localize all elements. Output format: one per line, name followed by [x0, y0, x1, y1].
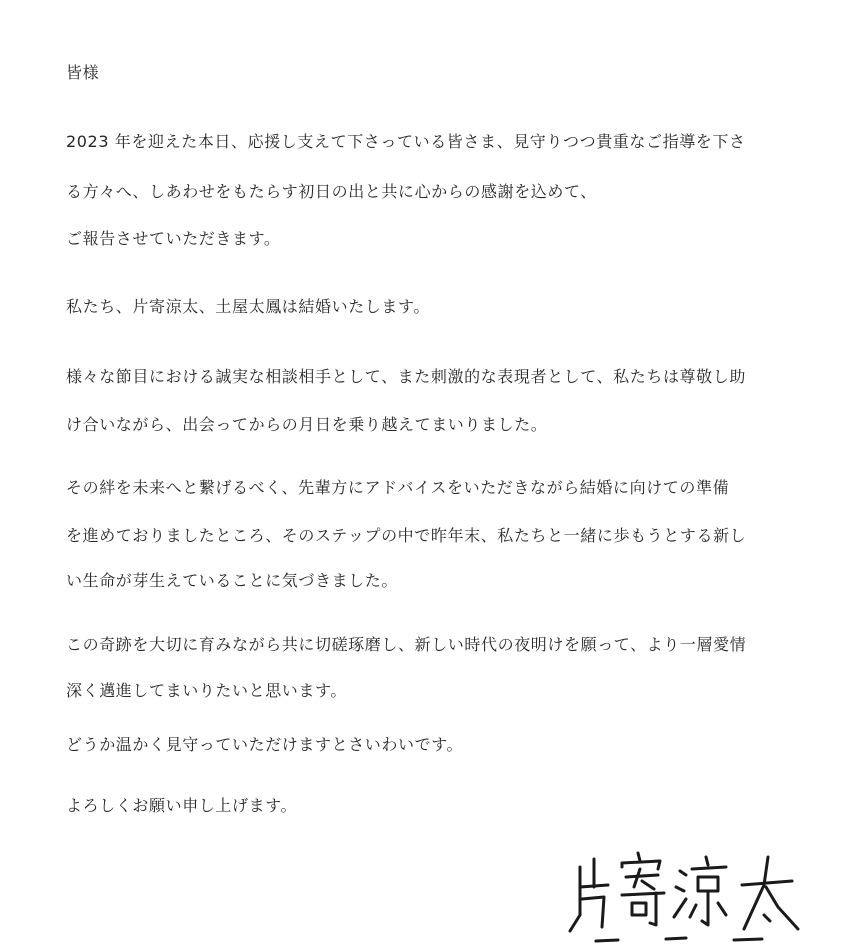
letter-line: 2023 年を迎えた本日、応援し支えて下さっている皆さま、見守りつつ貴重なご指導を下さ — [66, 132, 746, 151]
letter-line: ご報告させていただきます。 — [66, 229, 281, 248]
letter-line: け合いながら、出会ってからの月日を乗り越えてまいりました。 — [66, 415, 548, 434]
letter-line: よろしくお願い申し上げます。 — [66, 796, 298, 815]
handwritten-signature — [566, 845, 806, 945]
letter-line: どうか温かく見守っていただけますとさいわいです。 — [66, 735, 464, 754]
letter-line: 深く邁進してまいりたいと思います。 — [66, 681, 347, 700]
letter-line: 様々な節目における誠実な相談相手として、また刺激的な表現者として、私たちは尊敬し助 — [66, 367, 746, 386]
letter-line: を進めておりましたところ、そのステップの中で昨年末、私たちと一緒に歩もうとする新し — [66, 526, 747, 545]
salutation: 皆様 — [66, 63, 100, 82]
letter-line: その絆を未来へと繋げるべく、先輩方にアドバイスをいただきながら結婚に向けての準備 — [66, 478, 730, 497]
letter-line: 私たち、片寄涼太、土屋太鳳は結婚いたします。 — [66, 297, 430, 316]
letter-line: い生命が芽生えていることに気づきました。 — [66, 571, 399, 590]
letter-line: る方々へ、しあわせをもたらす初日の出と共に心からの感謝を込めて、 — [66, 182, 597, 201]
letter-line: この奇跡を大切に育みながら共に切磋琢磨し、新しい時代の夜明けを願って、より一層愛情 — [66, 635, 747, 654]
